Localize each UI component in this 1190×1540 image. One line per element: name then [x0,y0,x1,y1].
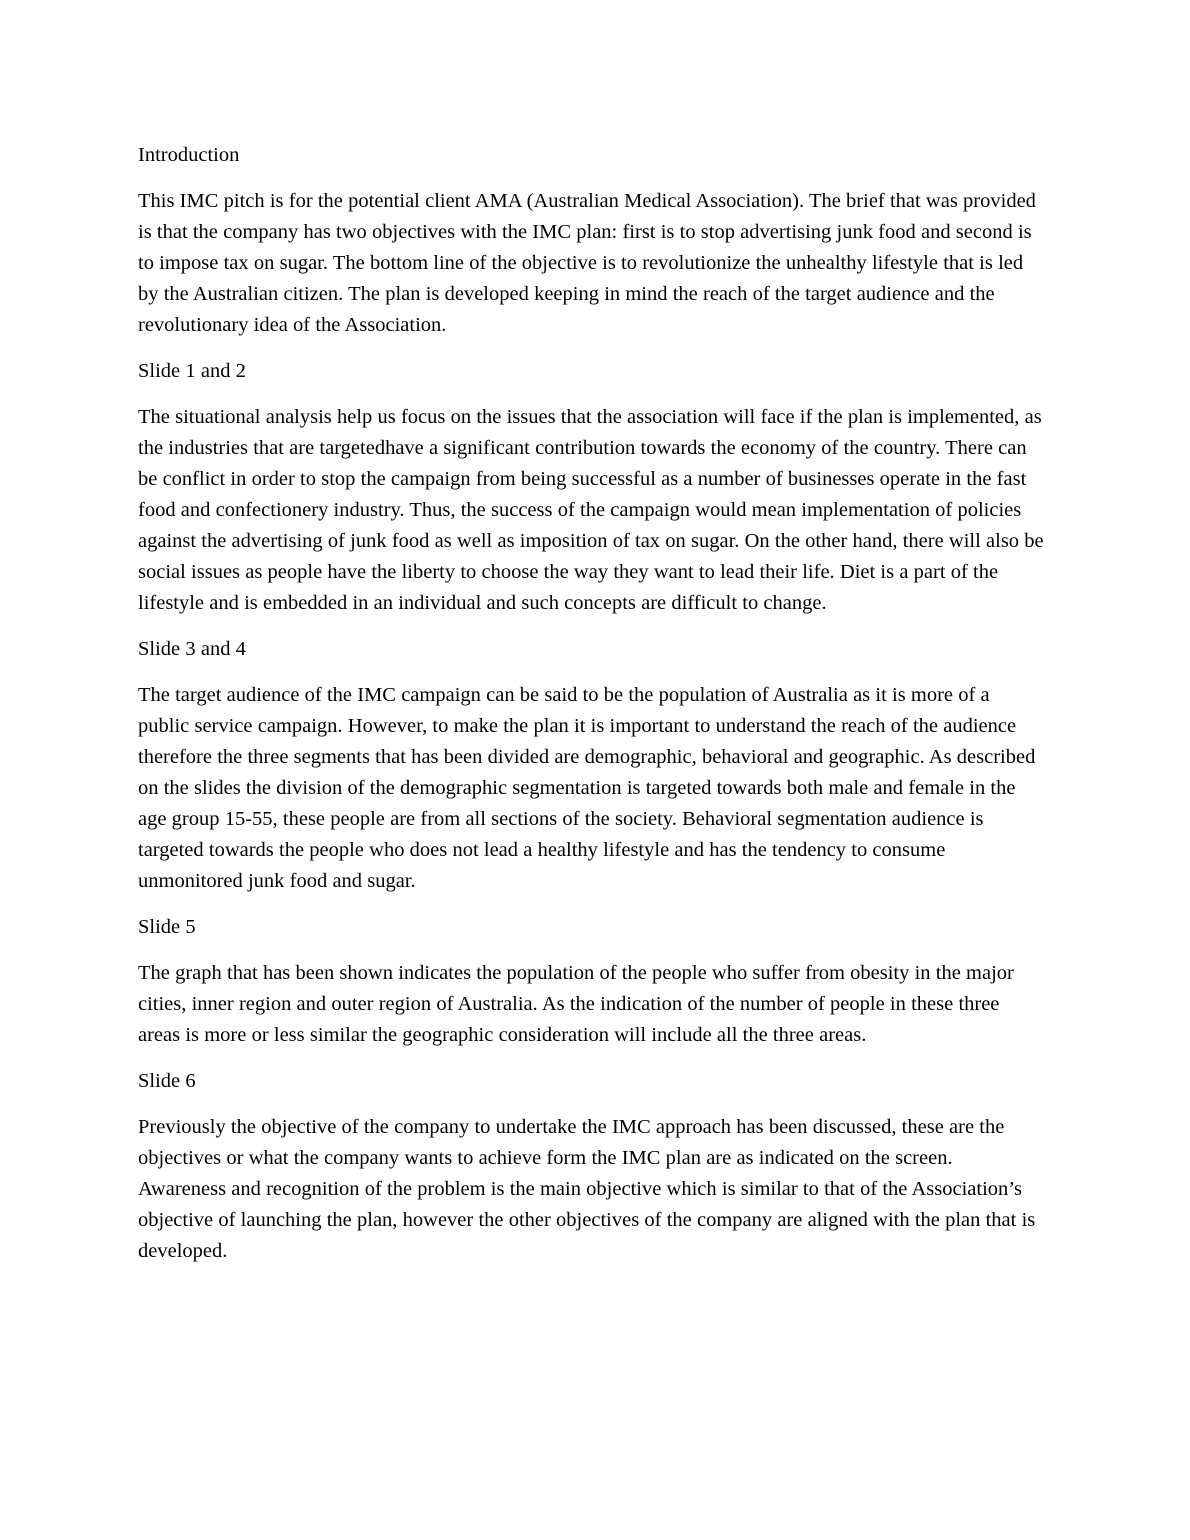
section-heading-introduction: Introduction [138,144,240,166]
paragraph-introduction: This IMC pitch is for the potential client AMA (Australian Medical Association). The brief that was provided is that the company has two objectives with the IMC plan: first is to stop advertising junk food and second is to impose tax on sugar. The bottom line of the objective is to revolutionize the unhealthy lifestyle that is led by the Australian citizen. The plan is developed keeping in mind the reach of the target audience and the revolutionary idea of the Association. [138,190,1036,336]
paragraph-slide-3-and-4: The target audience of the IMC campaign can be said to be the population of Australia as it is more of a public service campaign. However, to make the plan it is important to understand the reach of the audience therefore the three segments that has been divided are demographic, behavioral and geographic. As described on the slides the division of the demographic segmentation is targeted towards both male and female in the age group 15-55, these people are from all sections of the society. Behavioral segmentation audience is targeted towards the people who does not lead a healthy lifestyle and has the tendency to consume unmonitored junk food and sugar. [138,684,1036,892]
paragraph-slide-5: The graph that has been shown indicates the population of the people who suffer from obesity in the major cities, inner region and outer region of Australia. As the indication of the number of people in these three areas is more or less similar the geographic consideration will include all the three areas. [138,962,1014,1046]
section-heading-slide-5: Slide 5 [138,916,196,938]
section-heading-slide-1-and-2: Slide 1 and 2 [138,360,246,382]
paragraph-slide-1-and-2: The situational analysis help us focus on the issues that the association will face if the plan is implemented, as the industries that are targetedhave a significant contribution towards the economy of the country. There can be conflict in order to stop the campaign from being successful as a number of businesses operate in the fast food and confectionery industry. Thus, the success of the campaign would mean implementation of policies against the advertising of junk food as well as imposition of tax on sugar. On the other hand, there will also be social issues as people have the liberty to choose the way they want to lead their life. Diet is a part of the lifestyle and is embedded in an individual and such concepts are difficult to change. [138,406,1044,614]
section-heading-slide-6: Slide 6 [138,1070,196,1092]
section-heading-slide-3-and-4: Slide 3 and 4 [138,638,246,660]
paragraph-slide-6: Previously the objective of the company to undertake the IMC approach has been discussed, these are the objectives or what the company wants to achieve form the IMC plan are as indicated on the screen. Awareness and recognition of the problem is the main objective which is similar to that of the Association’s objective of launching the plan, however the other objectives of the company are aligned with the plan that is developed. [138,1116,1036,1262]
document-text-column [138,140,1044,1267]
